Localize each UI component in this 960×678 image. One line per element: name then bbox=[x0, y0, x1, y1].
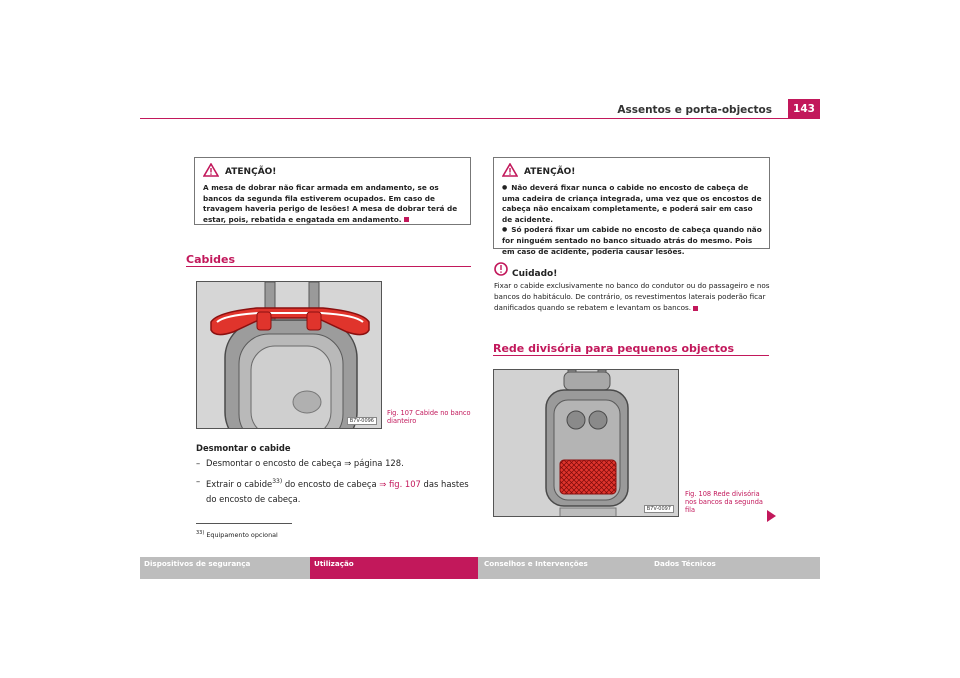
figure-107-hanger bbox=[196, 281, 382, 429]
warning-body-text: A mesa de dobrar não ficar armada em andamento, se os bancos da segunda fila estiverem ocupados. Em caso de travagem haveria perigo de lesões! A mesa de dobrar terá de estar, pois, rebatida e engatada em andamento. bbox=[203, 183, 458, 224]
caution-block bbox=[494, 261, 772, 313]
section-rule-rede bbox=[493, 355, 769, 356]
section-title-cabides: Cabides bbox=[186, 253, 236, 266]
caution-header bbox=[494, 261, 772, 280]
figure-108-net bbox=[493, 369, 679, 517]
figure-107-caption: Fig. 107 Cabide no banco dianteiro bbox=[387, 409, 471, 425]
footnote-ref: 33) bbox=[272, 478, 283, 485]
warning-bullet-2: ● Só poderá fixar um cabide no encosto de cabeça quando não for ninguém sentado no banco situado atrás do mesmo. Pois em caso de acidente, poderia causar lesões. bbox=[502, 225, 763, 257]
footnote-mark: 33) bbox=[196, 530, 205, 536]
continue-arrow-icon[interactable] bbox=[767, 510, 776, 522]
step-1 bbox=[196, 456, 476, 471]
warning-box-hanger bbox=[493, 157, 770, 256]
cabides-instructions bbox=[196, 441, 476, 507]
header-rule bbox=[140, 118, 820, 119]
running-header: Assentos e porta-objectos bbox=[617, 104, 772, 116]
warning-bullet-1: ● Não deverá fixar nunca o cabide no encosto de cabeça de uma cadeira de criança integrada, uma vez que os encostos de cabeça não encaixam completamente, e poderá sair em caso de acidente. bbox=[502, 183, 763, 225]
warning-triangle-icon bbox=[203, 162, 219, 181]
footer-tab-utilizacao[interactable]: Utilização bbox=[310, 557, 478, 579]
subheading bbox=[196, 441, 476, 456]
footnote-rule bbox=[196, 523, 292, 524]
footer-tab-conselhos[interactable]: Conselhos e Intervenções bbox=[484, 559, 588, 568]
footer-tab-seguranca[interactable]: Dispositivos de segurança bbox=[144, 559, 251, 568]
end-marker-icon bbox=[693, 306, 698, 311]
fig-107-link[interactable]: ⇒ fig. 107 bbox=[379, 478, 421, 489]
step-2 bbox=[196, 474, 476, 507]
warning-triangle-icon bbox=[502, 162, 518, 181]
step-1-text: Desmontar o encosto de cabeça ⇒ página 128. bbox=[206, 458, 404, 468]
step-2-text-b: do encosto de cabeça bbox=[282, 478, 380, 489]
end-marker-icon bbox=[404, 217, 409, 222]
hanger-illustration bbox=[197, 282, 382, 429]
section-rule-cabides bbox=[186, 266, 471, 267]
warning-title: ATENÇÃO! bbox=[225, 166, 277, 177]
caution-title: Cuidado! bbox=[512, 268, 558, 279]
caution-exclamation-icon bbox=[494, 261, 508, 280]
warning-header-right bbox=[494, 158, 769, 183]
subheading-text: Desmontar o cabide bbox=[196, 443, 291, 453]
figure-108-caption: Fig. 108 Rede divisória nos bancos da segunda fila bbox=[685, 490, 763, 514]
caution-body bbox=[494, 280, 772, 313]
page-number: 143 bbox=[788, 99, 820, 119]
net-illustration bbox=[494, 370, 679, 517]
footnote bbox=[196, 528, 278, 541]
footer-tab-dados[interactable]: Dados Técnicos bbox=[654, 559, 716, 568]
warning-body bbox=[195, 183, 470, 229]
warning-title-right: ATENÇÃO! bbox=[524, 166, 576, 177]
footnote-text: Equipamento opcional bbox=[206, 531, 278, 540]
step-2-text-c: das hastes do encosto de cabeça. bbox=[206, 478, 469, 504]
caution-body-text: Fixar o cabide exclusivamente no banco do condutor ou do passageiro e nos bancos do habitáculo. De contrário, os revestimentos laterais poderão ficar danificados quando se rebatem e levantam os bancos. bbox=[494, 281, 770, 312]
warning-header bbox=[195, 158, 470, 183]
figure-code: B7V-0097 bbox=[644, 505, 674, 513]
warning-box-table bbox=[194, 157, 471, 225]
figure-code: B7V-0096 bbox=[347, 417, 377, 425]
step-2-text-a: Extrair o cabide bbox=[206, 478, 273, 489]
section-title-rede: Rede divisória para pequenos objectos bbox=[493, 342, 735, 355]
warning-body-right bbox=[494, 183, 769, 261]
